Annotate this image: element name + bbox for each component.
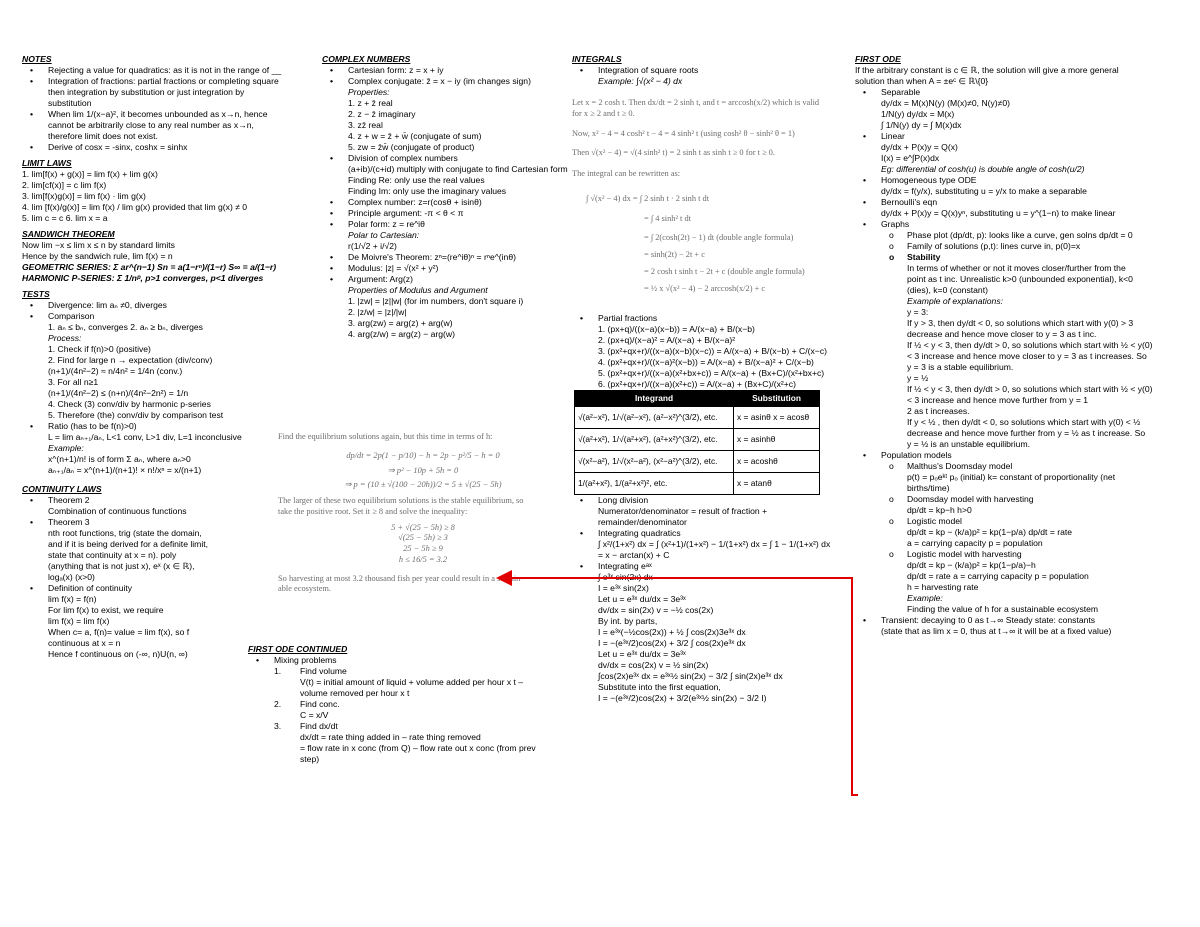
property: 3. zz̄ real bbox=[348, 120, 383, 130]
stability-line: In terms of whether or not it moves closer/further from the bbox=[907, 263, 1126, 273]
quadratic-line: = x − arctan(x) + C bbox=[598, 549, 670, 560]
bernoulli: • Bernoulli's eqn bbox=[855, 197, 1175, 208]
notes-item: • Integration of fractions: partial fractions or completing square then integration by substitution or just integration by substitution bbox=[22, 76, 284, 109]
explanation-line: 2 as t increases. bbox=[907, 406, 970, 416]
table-cell: x = asinθ x = acosθ bbox=[734, 406, 820, 428]
homogeneous-line: dy/dx = f(y/x), substituting u = y/x to make a separable bbox=[881, 186, 1087, 196]
explanation-line: y = 3 is a stable equilibrium. bbox=[907, 362, 1014, 372]
first-ode-intro: solution than when A = ±eᶜ ∈ ℝ\{0} bbox=[855, 76, 989, 86]
eax-line: ∫ e³ˣ sin(2x) dx bbox=[598, 571, 653, 582]
comparison-rule: 1. aₙ ≤ bₙ, converges 2. aₙ ≥ bₙ, diverges bbox=[48, 322, 203, 332]
notes-header: NOTES bbox=[22, 54, 52, 64]
text-line: So harvesting at most 3.2 thousand fish per year could result in a sustain- bbox=[278, 573, 524, 583]
ratio-rule: L = lim aₙ₊₁/aₙ, L<1 conv, L>1 div, L=1 inconclusive bbox=[48, 432, 242, 442]
equation: = ∫ 4 sinh² t dt bbox=[644, 213, 691, 223]
explanations-label: Example of explanations: bbox=[907, 296, 1004, 306]
continuity-item: • Definition of continuity bbox=[22, 583, 284, 594]
table-header: Integrand bbox=[575, 391, 734, 407]
eax-line: dv/dx = cos(2x) v = ½ sin(2x) bbox=[598, 659, 709, 670]
table-cell: √(x²−a²), 1/√(x²−a²), (x²−a²)^(3/2), etc. bbox=[575, 450, 734, 472]
complex-item: • Polar form: z = re^iθ bbox=[322, 219, 562, 230]
complex-item: • Modulus: |z| = √(x² + y²) bbox=[322, 263, 562, 274]
explanation-line: y = 3: bbox=[907, 307, 929, 317]
continuity-item: logₐ(x) (x>0) bbox=[48, 572, 95, 582]
example-line: Finding the value of h for a sustainable ecosystem bbox=[907, 604, 1099, 614]
step-number: 2. bbox=[274, 699, 282, 709]
step-text: volume removed per hour x t bbox=[300, 688, 410, 698]
equation: 25 − 5h ≥ 9 bbox=[403, 544, 443, 553]
process-step: 5. Therefore (the) conv/div by comparison test bbox=[48, 410, 224, 420]
integrating-eax: • Integrating eᵃˣ bbox=[572, 561, 842, 572]
population-model: o Logistic model bbox=[855, 516, 1175, 527]
population-line: dp/dt = kp − (k/a)p² = kp(1−p/a)−h bbox=[907, 560, 1036, 570]
mixing-problems: • Mixing problems bbox=[248, 655, 568, 666]
population-model: o Malthus's Doomsday model bbox=[855, 461, 1175, 472]
explanation-line: decrease and hence move closer to y = 3 as t inc. bbox=[907, 329, 1097, 339]
eax-line: By int. by parts, bbox=[598, 615, 658, 626]
step-text: V(t) = initial amount of liquid + volume added per hour x t – bbox=[300, 677, 524, 687]
property: 1. z + z̄ real bbox=[348, 98, 393, 108]
population-model: o Doomsday model with harvesting bbox=[855, 494, 1175, 505]
population-model: o Logistic model with harvesting bbox=[855, 549, 1175, 560]
step-text: dx/dt = rate thing added in – rate thing removed bbox=[300, 732, 481, 742]
text-line: take the positive root. Set it ≥ 8 and solve the inequality: bbox=[278, 506, 468, 516]
step-text: C = x/V bbox=[300, 710, 329, 720]
modulus-property: 4. arg(z/w) = arg(z) − arg(w) bbox=[348, 329, 455, 339]
process-step: 1. Check if f(n)>0 (positive) bbox=[48, 344, 151, 354]
sandwich-line: Hence by the sandwich rule, lim f(x) = n bbox=[22, 251, 173, 261]
equation: ∫ √(x² − 4) dx = ∫ 2 sinh t · 2 sinh t dt bbox=[586, 193, 710, 203]
continuity-header: CONTINUITY LAWS bbox=[22, 484, 102, 494]
explanation-line: If ½ < y < 3, then dy/dt > 0, so solutions which start with ½ < y(0) bbox=[907, 384, 1153, 394]
linear-line: dy/dx + P(x)y = Q(x) bbox=[881, 142, 958, 152]
text-line: Now, x² − 4 = 4 cosh² t − 4 = 4 sinh² t (using cosh² θ − sinh² θ = 1) bbox=[572, 128, 795, 138]
complex-header: COMPLEX NUMBERS bbox=[322, 54, 411, 64]
process-step: (n+1)/(4n²−2) ≈ n/4n² = 1/4n (conv.) bbox=[48, 366, 183, 376]
continuity-item: and if it is being derived for a definite limit, bbox=[48, 539, 209, 549]
text-line: Then √(x² − 4) = √(4 sinh² t) = 2 sinh t as sinh t ≥ 0 for t ≥ 0. bbox=[572, 148, 775, 158]
division-line: Finding Re: only use the real values bbox=[348, 175, 485, 185]
harmonic-series: HARMONIC P-SERIES: Σ 1/nᵖ, p>1 converges, p<1 diverges bbox=[22, 273, 264, 283]
modulus-property: 2. |z/w| = |z|/|w| bbox=[348, 307, 407, 317]
step-text: Find dx/dt bbox=[300, 721, 338, 731]
step-text: step) bbox=[300, 754, 320, 764]
table-header: Substitution bbox=[734, 391, 820, 407]
step-text: Find volume bbox=[300, 666, 347, 676]
partial-fraction: 3. (px²+qx+r)/((x−a)(x−b)(x−c)) = A/(x−a) + B/(x−b) + C/(x−c) bbox=[598, 346, 827, 356]
linear-line: I(x) = e^∫P(x)dx bbox=[881, 153, 940, 163]
linear-line: Eg: differential of cosh(u) is double angle of cosh(u/2) bbox=[881, 164, 1085, 174]
sandwich-line: Now lim −x ≤ lim x ≤ n by standard limits bbox=[22, 240, 175, 250]
separable-line: dy/dx = M(x)N(y) (M(x)≠0, N(y)≠0) bbox=[881, 98, 1011, 108]
equation: = ∫ 2(cosh(2t) − 1) dt (double angle formula) bbox=[644, 233, 794, 243]
complex-item: • Argument: Arg(z) bbox=[322, 274, 562, 285]
eax-line: Let u = e³ˣ du/dx = 3e³ˣ bbox=[598, 593, 686, 604]
continuity-item: When c= a, f(n)= value = lim f(x), so f bbox=[48, 627, 190, 637]
equation: h ≤ 16/5 = 3.2 bbox=[398, 554, 448, 564]
partial-fraction: 1. (px+q)/((x−a)(x−b)) = A/(x−a) + B/(x−b) bbox=[598, 324, 755, 334]
continuity-item: For lim f(x) to exist, we require bbox=[48, 605, 164, 615]
continuity-item: (anything that is not just x), eˣ (x ∈ ℝ), bbox=[48, 561, 195, 571]
text-line: able ecosystem. bbox=[278, 584, 332, 594]
properties-label: Properties: bbox=[348, 87, 390, 97]
step-text: = flow rate in x conc (from Q) – flow rate out x conc (from prev bbox=[300, 743, 536, 753]
population-line: a = carrying capacity p = population bbox=[907, 538, 1043, 548]
eax-line: I = e³ˣ sin(2x) bbox=[598, 582, 649, 593]
process-step: 2. Find for large n → expectation (div/conv) bbox=[48, 355, 213, 365]
population-line: dp/dt = kp−h h>0 bbox=[907, 505, 972, 515]
division-line: Finding Im: only use the imaginary values bbox=[348, 186, 507, 196]
continuity-item: • Theorem 2 bbox=[22, 495, 284, 506]
complex-item: • Cartesian form: z = x + iy bbox=[322, 65, 562, 76]
integrating-quadratics: • Integrating quadratics bbox=[572, 528, 842, 539]
integrals-item: • Integration of square roots bbox=[572, 65, 842, 76]
property: 5. zw = z̄w̄ (conjugate of product) bbox=[348, 142, 475, 152]
partial-fractions: • Partial fractions bbox=[572, 313, 842, 324]
limit-law: 3. lim[f(x)g(x)] = lim f(x) · lim g(x) bbox=[22, 191, 146, 201]
explanation-line: If y < ½ , then dy/dt < 0, so solutions which start with y(0) < ½ bbox=[907, 417, 1141, 427]
population-line: h = harvesting rate bbox=[907, 582, 979, 592]
example-label: Example: bbox=[48, 443, 84, 453]
partial-fraction: 4. (px²+qx+r)/((x−a)²(x−b)) = A/(x−a) + B/(x−a)² + C/(x−b) bbox=[598, 357, 814, 367]
process-step: (n+1)/(4n²−2) ≤ (n+n)/(4n²−2n²) = 1/n bbox=[48, 388, 189, 398]
step-number: 3. bbox=[274, 721, 282, 731]
long-division: • Long division bbox=[572, 495, 842, 506]
eax-line: Let u = e³ˣ du/dx = 3e³ˣ bbox=[598, 648, 686, 659]
transient-line: (state that as lim x = 0, thus at t→∞ it will be at a fixed value) bbox=[881, 626, 1112, 636]
partial-fraction: 6. (px²+qx+r)/((x−a)(x²+c)) = A/(x−a) + (Bx+C)/(x²+c) bbox=[598, 379, 796, 389]
polar-line: r(1/√2 + i/√2) bbox=[348, 241, 397, 251]
property: 4. z + w = z̄ + w̄ (conjugate of sum) bbox=[348, 131, 482, 141]
table-cell: √(a²−x²), 1/√(a²−x²), (a²−x²)^(3/2), etc. bbox=[575, 406, 734, 428]
homogeneous: • Homogeneous type ODE bbox=[855, 175, 1175, 186]
notes-item: • When lim 1/(x−a)², it becomes unbounded as x→n, hence cannot be arbitrarily close to any real number as x→n, therefore limit does not exist. bbox=[22, 109, 284, 142]
process-label: Process: bbox=[48, 333, 82, 343]
limit-law: 1. lim[f(x) + g(x)] = lim f(x) + lim g(x) bbox=[22, 169, 158, 179]
table-cell: x = asinhθ bbox=[734, 428, 820, 450]
complex-item: • Complex conjugate: z̄ = x − iy (im changes sign) bbox=[322, 76, 562, 87]
explanation-line: decrease and hence move further from y = ½ as t increase. So bbox=[907, 428, 1146, 438]
separable: • Separable bbox=[855, 87, 1175, 98]
ratio-example: aₙ₊₁/aₙ = x^(n+1)/(n+1)! × n!/xⁿ = x/(n+1) bbox=[48, 465, 202, 475]
continuity-item: state that continuity at x = n). poly bbox=[48, 550, 177, 560]
separable-line: ∫ 1/N(y) dy = ∫ M(x)dx bbox=[881, 120, 962, 130]
population-line: p(t) = pₒeᵏᵗ pₒ (initial) k= constant of proportionality (net bbox=[907, 472, 1116, 482]
equation: = 2 cosh t sinh t − 2t + c (double angle formula) bbox=[644, 266, 805, 276]
population-line: dp/dt = rate a = carrying capacity p = population bbox=[907, 571, 1089, 581]
limit-laws-header: LIMIT LAWS bbox=[22, 158, 72, 168]
continuity-item: nth root functions, trig (state the domain, bbox=[48, 528, 202, 538]
geometric-series: GEOMETRIC SERIES: Σ ar^(n−1) Sn = a(1−rⁿ)/(1−r) S∞ = a/(1−r) bbox=[22, 262, 277, 272]
division-line: (a+ib)/(c+id) multiply with conjugate to find Cartesian form bbox=[348, 164, 568, 174]
table-cell: √(a²+x²), 1/√(a²+x²), (a²+x²)^(3/2), etc. bbox=[575, 428, 734, 450]
divergence-test: • Divergence: lim aₙ ≠0, diverges bbox=[22, 300, 284, 311]
population-line: births/time) bbox=[907, 483, 950, 493]
process-step: 3. For all n≥1 bbox=[48, 377, 99, 387]
step-text: Find conc. bbox=[300, 699, 340, 709]
comparison-test: • Comparison bbox=[22, 311, 284, 322]
partial-fraction: 5. (px²+qx+r)/((x−a)(x²+bx+c)) = A/(x−a) + (Bx+C)/(x²+bx+c) bbox=[598, 368, 825, 378]
first-ode-header: FIRST ODE bbox=[855, 54, 901, 64]
equation: ⇒ p² − 10p + 5h = 0 bbox=[387, 465, 459, 475]
polar-label: Polar to Cartesian: bbox=[348, 230, 420, 240]
modulus-label: Properties of Modulus and Argument bbox=[348, 285, 488, 295]
text-line: Let x = 2 cosh t. Then dx/dt = 2 sinh t, and t = arccosh(x/2) which is valid bbox=[572, 98, 820, 107]
notes-item: • Derive of cosx = -sinx, coshx = sinhx bbox=[22, 142, 284, 153]
partial-fraction: 2. (px+q)/(x−a)² = A/(x−a) + B/(x−a)² bbox=[598, 335, 736, 345]
continuity-item: • Theorem 3 bbox=[22, 517, 284, 528]
long-division-line: remainder/denominator bbox=[598, 516, 687, 527]
first-ode-intro: If the arbitrary constant is c ∈ ℝ, the solution will give a more general bbox=[855, 65, 1119, 75]
process-step: 4. Check (3) conv/div by harmonic p-series bbox=[48, 399, 211, 409]
separable-line: 1/N(y) dy/dx = M(x) bbox=[881, 109, 955, 119]
continuity-item: Combination of continuous functions bbox=[48, 506, 187, 516]
modulus-property: 1. |zw| = |z||w| (for im numbers, don't square i) bbox=[348, 296, 524, 306]
table-cell: 1/(a²+x²), 1/(a²+x²)², etc. bbox=[575, 472, 734, 494]
integrals-header: INTEGRALS bbox=[572, 54, 622, 64]
bernoulli-line: dy/dx + P(x)y = Q(x)yⁿ, substituting u = y^(1−n) to make linear bbox=[881, 208, 1116, 218]
limit-law: 5. lim c = c 6. lim x = a bbox=[22, 213, 108, 223]
limit-law: 2. lim[cf(x)] = c lim f(x) bbox=[22, 180, 107, 190]
graph-item: o Family of solutions (p,t): lines curve in, p(0)=x bbox=[855, 241, 1175, 252]
example-label: Example: bbox=[907, 593, 943, 603]
equation: = sinh(2t) − 2t + c bbox=[644, 250, 705, 259]
text-line: The integral can be rewritten as: bbox=[572, 169, 681, 178]
complex-item: • De Moivre's Theorem: zⁿ=(re^iθ)ⁿ = rⁿe^(inθ) bbox=[322, 252, 562, 263]
text-line: Find the equilibrium solutions again, but this time in terms of h: bbox=[278, 432, 493, 441]
equation: dp/dt = 2p(1 − p/10) − h = 2p − p²/5 − h = 0 bbox=[346, 450, 500, 460]
ratio-example: x^(n+1)/n! is of form Σ aₙ, where aₙ>0 bbox=[48, 454, 191, 464]
text-line: for x ≥ 2 and t ≥ 0. bbox=[572, 108, 635, 118]
table-cell: x = atanθ bbox=[734, 472, 820, 494]
explanation-line: y = ½ is an unstable equilibrium. bbox=[907, 439, 1031, 449]
transient: • Transient: decaying to 0 as t→∞ Steady state: constants bbox=[855, 615, 1175, 626]
complex-item: • Division of complex numbers bbox=[322, 153, 562, 164]
notes-item: • Rejecting a value for quadratics: as it is not in the range of __ bbox=[22, 65, 284, 76]
tests-header: TESTS bbox=[22, 289, 50, 299]
first-ode-continued-header: FIRST ODE CONTINUED bbox=[248, 644, 348, 654]
limit-law: 4. lim [f(x)/g(x)] = lim f(x) / lim g(x) provided that lim g(x) ≠ 0 bbox=[22, 202, 248, 212]
explanation-line: < 3 increase and hence move further from y = 1 bbox=[907, 395, 1089, 405]
graph-item: o Stability bbox=[855, 252, 1175, 263]
continuity-item: lim f(x) = f(n) bbox=[48, 594, 97, 604]
eax-line: Substitute into the first equation, bbox=[598, 681, 721, 692]
eax-line: I = −(e³ˣ/2)cos(2x) + 3/2(e³ˣ½ sin(2x) − 3/2 I) bbox=[598, 692, 767, 703]
text-line: The larger of these two equilibrium solutions is the stable equilibrium, so bbox=[278, 496, 524, 505]
equation: 5 + √(25 − 5h) ≥ 8 bbox=[391, 522, 455, 532]
stability-line: (dies), k=0 (constant) bbox=[907, 285, 988, 295]
stability-line: point as t inc. Unrealistic k>0 (unbounded exponential), k<0 bbox=[907, 274, 1133, 284]
sandwich-header: SANDWICH THEOREM bbox=[22, 229, 115, 239]
complex-item: • Complex number: z=r(cosθ + isinθ) bbox=[322, 197, 562, 208]
complex-item: • Principle argument: -π < θ < π bbox=[322, 208, 562, 219]
explanation-line: y = ½ bbox=[907, 373, 929, 383]
population-line: dp/dt = kp − (k/a)p² = kp(1−p/a) dp/dt = rate bbox=[907, 527, 1073, 537]
modulus-property: 3. arg(zw) = arg(z) + arg(w) bbox=[348, 318, 453, 328]
eax-line: dv/dx = sin(2x) v = −½ cos(2x) bbox=[598, 604, 714, 615]
explanation-line: < 3 increase and hence move closer to y = 3 as t increases. So bbox=[907, 351, 1147, 361]
eax-line: I = e³ˣ(−½cos(2x)) + ½ ∫ cos(2x)3e³ˣ dx bbox=[598, 626, 746, 637]
quadratic-line: ∫ x²/(1+x²) dx = ∫ (x²+1)/(1+x²) − 1/(1+x²) dx = ∫ 1 − 1/(1+x²) dx bbox=[598, 538, 831, 549]
explanation-line: If ½ < y < 3, then dy/dt > 0, so solutions which start with ½ < y(0) bbox=[907, 340, 1153, 350]
continuity-item: continuous at x = n bbox=[48, 638, 121, 648]
ratio-test: • Ratio (has to be f(n)>0) bbox=[22, 421, 284, 432]
eax-line: ∫cos(2x)e³ˣ dx = e³ˣ½ sin(2x) − 3/2 ∫ sin(2x)e³ˣ dx bbox=[598, 670, 783, 681]
equation: = ½ x √(x² − 4) − 2 arccosh(x/2) + c bbox=[644, 283, 766, 293]
linear: • Linear bbox=[855, 131, 1175, 142]
integrals-example: Example: ∫√(x² − 4) dx bbox=[598, 76, 683, 86]
graph-item: o Phase plot (dp/dt, p): looks like a curve, gen solns dp/dt = 0 bbox=[855, 230, 1175, 241]
long-division-line: Numerator/denominator = result of fraction + bbox=[598, 505, 768, 516]
property: 2. z − z̄ imaginary bbox=[348, 109, 416, 119]
continuity-item: lim f(x) = lim f(x) bbox=[48, 616, 110, 626]
continuity-item: Hence f continuous on (-∞, n)U(n, ∞) bbox=[48, 649, 188, 659]
graphs: • Graphs bbox=[855, 219, 1175, 230]
table-cell: x = acoshθ bbox=[734, 450, 820, 472]
population-models: • Population models bbox=[855, 450, 1175, 461]
equation: √(25 − 5h) ≥ 3 bbox=[398, 533, 448, 543]
equation: ⇒ p = (10 ± √(100 − 20h))/2 = 5 ± √(25 − 5h) bbox=[344, 480, 502, 490]
eax-line: I = −(e³ˣ/2)cos(2x) + 3/2 ∫ cos(2x)e³ˣ dx bbox=[598, 637, 746, 648]
step-number: 1. bbox=[274, 666, 282, 676]
explanation-line: If y > 3, then dy/dt < 0, so solutions which start with y(0) > 3 bbox=[907, 318, 1134, 328]
